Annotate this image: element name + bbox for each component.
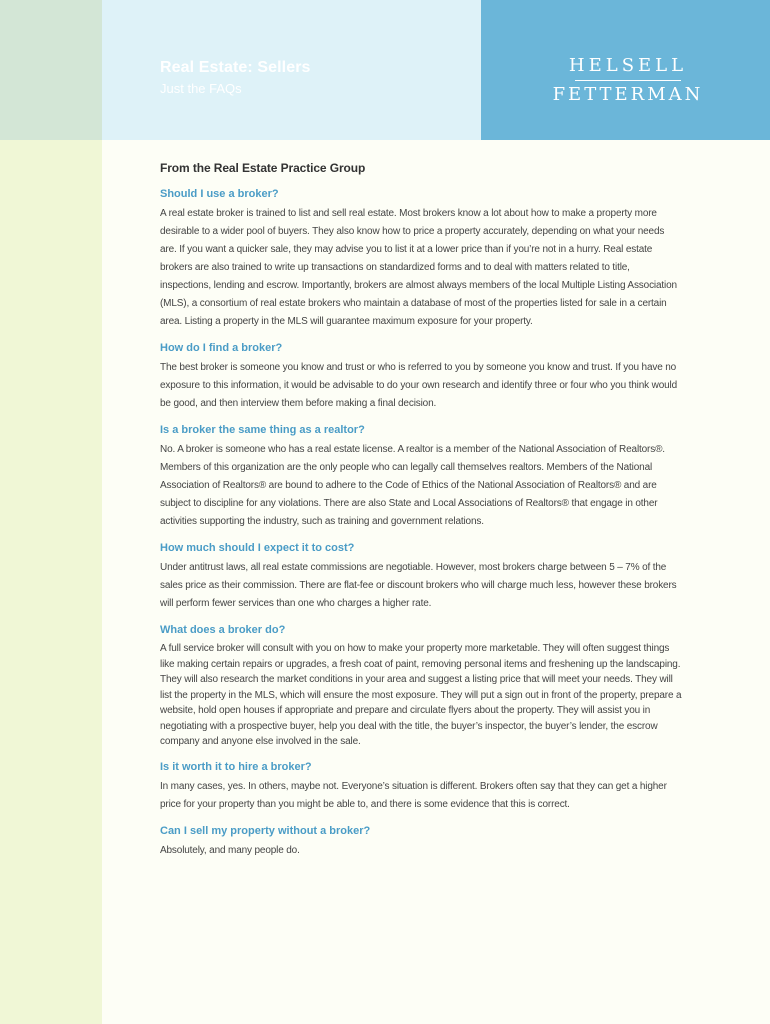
practice-group-heading: From the Real Estate Practice Group bbox=[160, 161, 366, 175]
logo-rule bbox=[575, 80, 681, 81]
faq-question: Is it worth it to hire a broker? bbox=[160, 760, 312, 773]
faq-question: Is a broker the same thing as a realtor? bbox=[160, 424, 365, 436]
helsell-fetterman-logo bbox=[548, 55, 708, 106]
faq-answer: The best broker is someone you know and trust or who is referred to you by someone you know and trust. If you have no exposure to this information, it would be advisable to do your own research and identify three or four who you think would be good, and then interview them before making a final decision. bbox=[160, 362, 678, 409]
faq-answer: Under antitrust laws, all real estate commissions are negotiable. However, most brokers charge between 5 – 7% of the sales price as their commission. There are flat-fee or discount brokers who will charge much less, however these brokers will perform fewer services than one who charges a higher rate. bbox=[160, 562, 677, 609]
faq-question: Can I sell my property without a broker? bbox=[160, 824, 371, 837]
faq-item bbox=[160, 341, 682, 413]
faq-item bbox=[160, 423, 682, 531]
logo-line-2: FETTERMAN bbox=[552, 84, 704, 105]
faq-answer: A real estate broker is trained to list and sell real estate. Most brokers know a lot about how to make a property more desirable to a wider pool of buyers. They also know how to price a property accurately, depending on what your needs are. If you want a quicker sale, they may advise you to list it at a lower price than if you’re not in a hurry. Real estate brokers are also trained to write up transactions on standardized forms and to deal with matters related to title, inspections, lending and escrow. Importantly, brokers are almost always members of the local Multiple Listing Association (MLS), a consortium of real estate brokers who maintain a database of most of the properties listed for sale in a certain area. Listing a property in the MLS will guarantee maximum exposure for your property. bbox=[160, 208, 677, 327]
faq-answer: No. A broker is someone who has a real estate license. A realtor is a member of the National Association of Realtors®. Members of this organization are the only people who can legally call themselves realtors. Members of the National Association of Realtors® are bound to adhere to the Code of Ethics of the National Association of Realtors® and are subject to discipline for any violations. There are also State and Local Associations of Realtors® that engage in other activities supporting the industry, such as training and government relations. bbox=[160, 444, 665, 527]
faq-item bbox=[160, 541, 682, 613]
document-subtitle: Just the FAQs bbox=[160, 81, 242, 96]
faq-answer: A full service broker will consult with you on how to make your property more marketable. They will often suggest things like making certain repairs or upgrades, a fresh coat of paint, removing personal items and freshening up the landscaping. They will also research the market conditions in your area and suggest a listing price that will meet your needs. They will list the property in the MLS, which will ensure the most exposure. They will put a sign out in front of the property, prepare a website, hold open houses if appropriate and prepare and circulate flyers about the property. They will assist you in negotiating with a prospective buyer, help you deal with the title, the buyer’s inspector, the buyer’s lender, the escrow company and anyone else involved in the sale. bbox=[160, 643, 682, 747]
faq-item bbox=[160, 187, 682, 331]
faq-item bbox=[160, 824, 682, 860]
faq-answer: In many cases, yes. In others, maybe not. Everyone’s situation is different. Brokers often say that they can get a higher price for your property than you might be able to, and there is some evidence that this is correct. bbox=[160, 780, 667, 810]
document-title: Real Estate: Sellers bbox=[160, 59, 311, 76]
logo-line-1: HELSELL bbox=[568, 55, 688, 76]
header-corner-block bbox=[0, 0, 102, 140]
faq-content bbox=[160, 161, 682, 870]
faq-item bbox=[160, 760, 682, 814]
faq-question: Should I use a broker? bbox=[160, 188, 279, 200]
faq-question: What does a broker do? bbox=[160, 624, 286, 636]
faq-question: How do I find a broker? bbox=[160, 342, 283, 354]
faq-question: How much should I expect it to cost? bbox=[160, 542, 355, 554]
left-sidebar-band bbox=[0, 140, 102, 1024]
faq-item bbox=[160, 623, 682, 750]
faq-answer: Absolutely, and many people do. bbox=[160, 844, 300, 856]
